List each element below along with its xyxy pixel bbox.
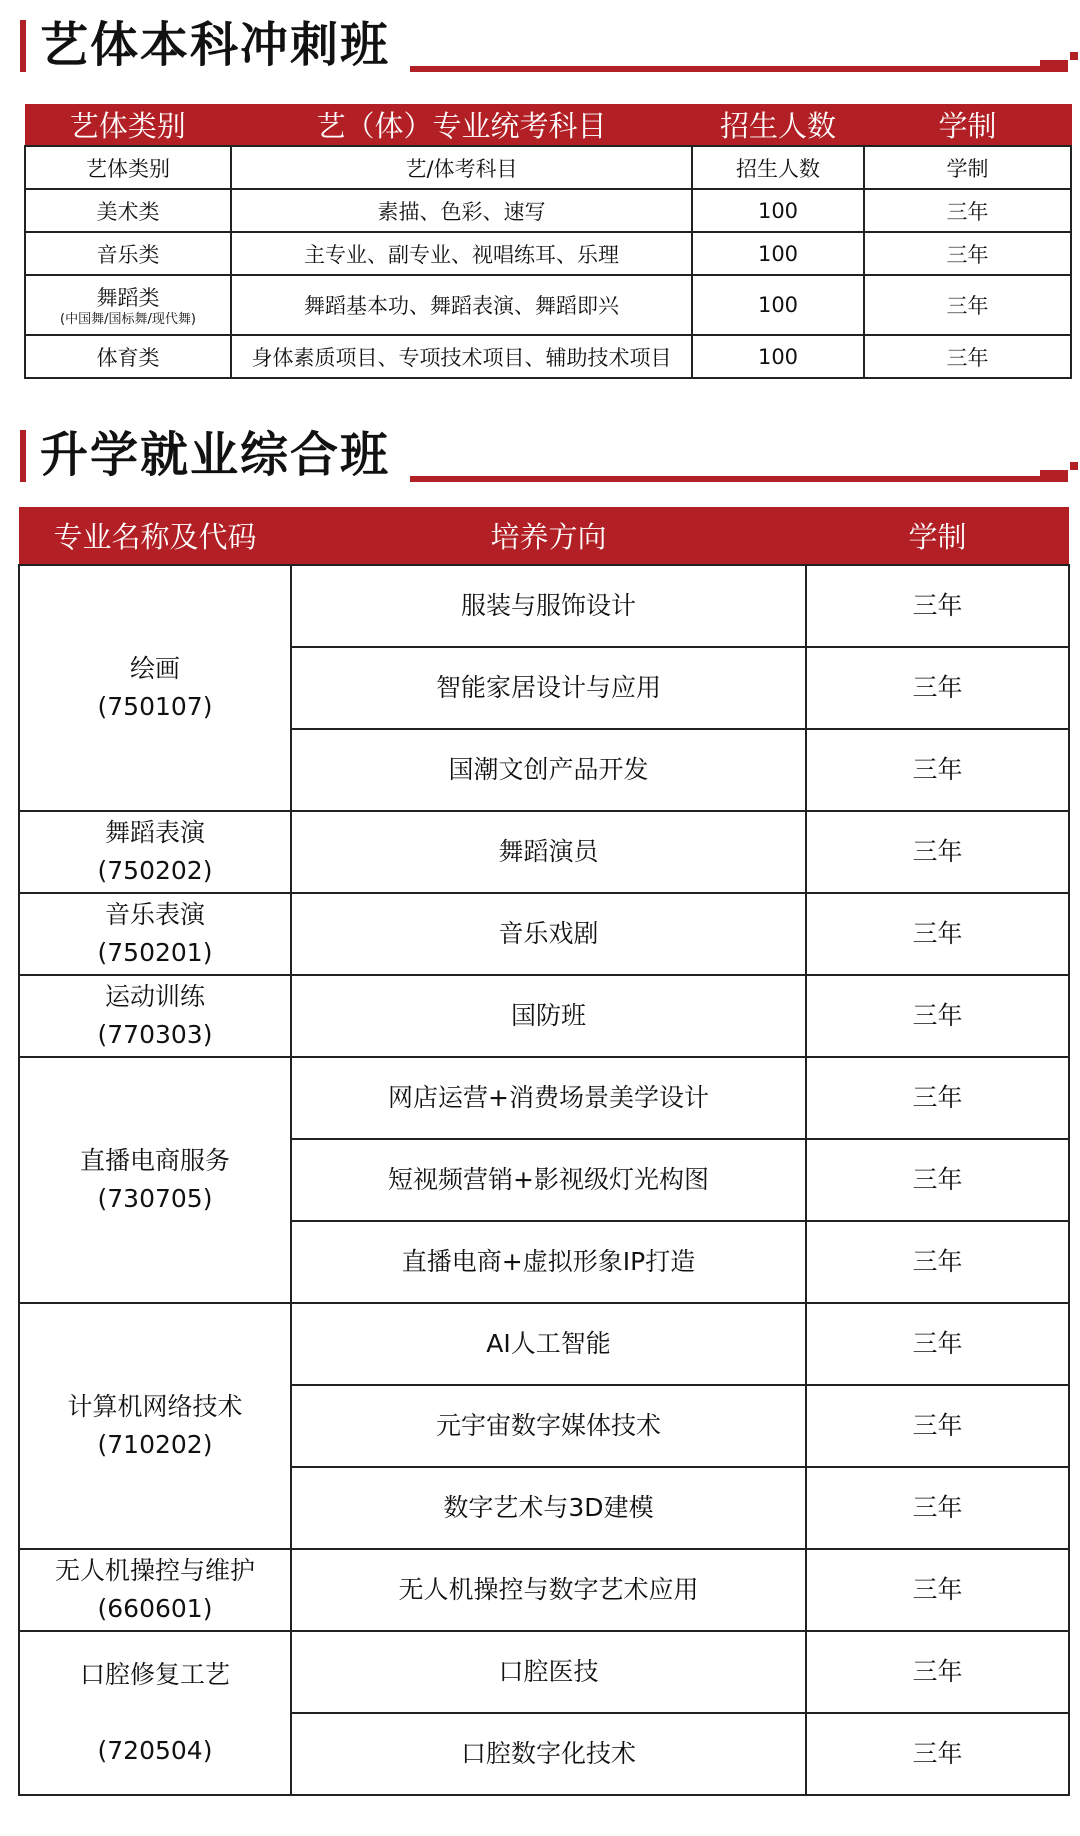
years-cell: 三年	[806, 1467, 1069, 1549]
major-name: 舞蹈表演	[104, 818, 205, 847]
major-name: 运动训练	[104, 982, 205, 1011]
subjects-cell: 主专业、副专业、视唱练耳、乐理	[231, 232, 692, 275]
subjects-cell: 舞蹈基本功、舞蹈表演、舞蹈即兴	[231, 275, 692, 335]
direction-cell: 智能家居设计与应用	[291, 647, 806, 729]
years-cell: 三年	[806, 1057, 1069, 1139]
count-cell: 100	[692, 189, 864, 232]
category-label: 音乐类	[96, 242, 160, 267]
major-name: 口腔修复工艺	[79, 1660, 230, 1689]
category-label: 舞蹈类	[96, 286, 160, 310]
major-name: 直播电商服务	[79, 1146, 230, 1175]
table-row	[19, 811, 1069, 893]
table-row	[25, 146, 1071, 189]
title-rule	[410, 66, 1068, 72]
section-header-2	[0, 420, 1080, 490]
count-cell: 100	[692, 275, 864, 335]
years-cell: 三年	[864, 189, 1071, 232]
category-label: 艺体类别	[86, 156, 170, 181]
header-cell: 学制	[864, 104, 1071, 146]
category-cell	[25, 335, 231, 378]
major-code: (720504)	[97, 1736, 213, 1765]
category-label: 体育类	[96, 345, 160, 370]
major-cell	[19, 1631, 291, 1795]
years-cell: 学制	[864, 146, 1071, 189]
years-cell: 三年	[864, 335, 1071, 378]
category-cell	[25, 146, 231, 189]
title-accent-bar	[20, 20, 26, 72]
header-cell: 招生人数	[692, 104, 864, 146]
major-cell	[19, 1303, 291, 1549]
table-header-row	[25, 104, 1071, 146]
header-cell: 艺（体）专业统考科目	[231, 104, 692, 146]
major-cell	[19, 893, 291, 975]
direction-cell: 音乐戏剧	[291, 893, 806, 975]
direction-cell: 网店运营+消费场景美学设计	[291, 1057, 806, 1139]
table-header-row	[19, 507, 1069, 565]
major-code: (660601)	[97, 1594, 213, 1623]
section-header-1	[0, 10, 1080, 80]
direction-cell: 元宇宙数字媒体技术	[291, 1385, 806, 1467]
years-cell: 三年	[806, 565, 1069, 647]
title-accent-bar	[20, 430, 26, 482]
major-name: 计算机网络技术	[67, 1392, 243, 1421]
years-cell: 三年	[806, 893, 1069, 975]
major-code: (750201)	[97, 938, 213, 967]
years-cell: 三年	[806, 1713, 1069, 1795]
direction-cell: 舞蹈演员	[291, 811, 806, 893]
direction-cell: 国防班	[291, 975, 806, 1057]
years-cell: 三年	[806, 729, 1069, 811]
category-cell	[25, 189, 231, 232]
direction-cell: 口腔医技	[291, 1631, 806, 1713]
section-title: 升学就业综合班	[40, 427, 391, 483]
subjects-cell: 艺/体考科目	[231, 146, 692, 189]
years-cell: 三年	[806, 1221, 1069, 1303]
category-label: 美术类	[96, 199, 160, 224]
title-rule-cap	[1070, 52, 1078, 60]
major-table	[18, 507, 1070, 1796]
count-cell: 100	[692, 335, 864, 378]
subjects-cell: 素描、色彩、速写	[231, 189, 692, 232]
direction-cell: 短视频营销+影视级灯光构图	[291, 1139, 806, 1221]
major-name: 音乐表演	[104, 900, 205, 929]
table-row	[19, 565, 1069, 647]
years-cell: 三年	[806, 811, 1069, 893]
years-cell: 三年	[806, 1385, 1069, 1467]
major-name: 绘画	[129, 654, 180, 683]
table-row	[19, 1303, 1069, 1385]
category-sublabel: (中国舞/国标舞/现代舞)	[60, 312, 196, 327]
direction-cell: 口腔数字化技术	[291, 1713, 806, 1795]
direction-cell: 服装与服饰设计	[291, 565, 806, 647]
title-rule	[410, 476, 1068, 482]
table-row	[19, 975, 1069, 1057]
title-rule-end	[1040, 470, 1068, 476]
header-cell: 培养方向	[291, 507, 806, 565]
art-sports-table	[24, 104, 1072, 379]
category-cell	[25, 275, 231, 335]
major-code: (750202)	[97, 856, 213, 885]
direction-cell: 国潮文创产品开发	[291, 729, 806, 811]
years-cell: 三年	[864, 275, 1071, 335]
major-cell	[19, 1057, 291, 1303]
major-cell	[19, 811, 291, 893]
subjects-cell: 身体素质项目、专项技术项目、辅助技术项目	[231, 335, 692, 378]
major-code: (770303)	[97, 1020, 213, 1049]
years-cell: 三年	[806, 1549, 1069, 1631]
major-cell	[19, 975, 291, 1057]
count-cell: 100	[692, 232, 864, 275]
years-cell: 三年	[806, 1303, 1069, 1385]
title-rule-cap	[1070, 462, 1078, 470]
years-cell: 三年	[806, 975, 1069, 1057]
direction-cell: 数字艺术与3D建模	[291, 1467, 806, 1549]
table-row	[25, 232, 1071, 275]
table-row	[25, 335, 1071, 378]
years-cell: 三年	[806, 1139, 1069, 1221]
years-cell: 三年	[806, 1631, 1069, 1713]
count-cell: 招生人数	[692, 146, 864, 189]
major-code: (730705)	[97, 1184, 213, 1213]
category-cell	[25, 232, 231, 275]
direction-cell: 无人机操控与数字艺术应用	[291, 1549, 806, 1631]
major-cell	[19, 565, 291, 811]
header-cell: 专业名称及代码	[19, 507, 291, 565]
major-code: (750107)	[97, 692, 213, 721]
header-cell: 学制	[806, 507, 1069, 565]
major-name: 无人机操控与维护	[54, 1556, 255, 1585]
section-title: 艺体本科冲刺班	[40, 17, 391, 73]
years-cell: 三年	[806, 647, 1069, 729]
table-row	[19, 1631, 1069, 1713]
years-cell: 三年	[864, 232, 1071, 275]
major-cell	[19, 1549, 291, 1631]
table-row	[19, 893, 1069, 975]
table-row	[19, 1549, 1069, 1631]
major-code: (710202)	[97, 1430, 213, 1459]
table-row	[25, 189, 1071, 232]
title-rule-end	[1040, 60, 1068, 66]
table-row	[25, 275, 1071, 335]
direction-cell: AI人工智能	[291, 1303, 806, 1385]
direction-cell: 直播电商+虚拟形象IP打造	[291, 1221, 806, 1303]
header-cell: 艺体类别	[25, 104, 231, 146]
table-row	[19, 1057, 1069, 1139]
